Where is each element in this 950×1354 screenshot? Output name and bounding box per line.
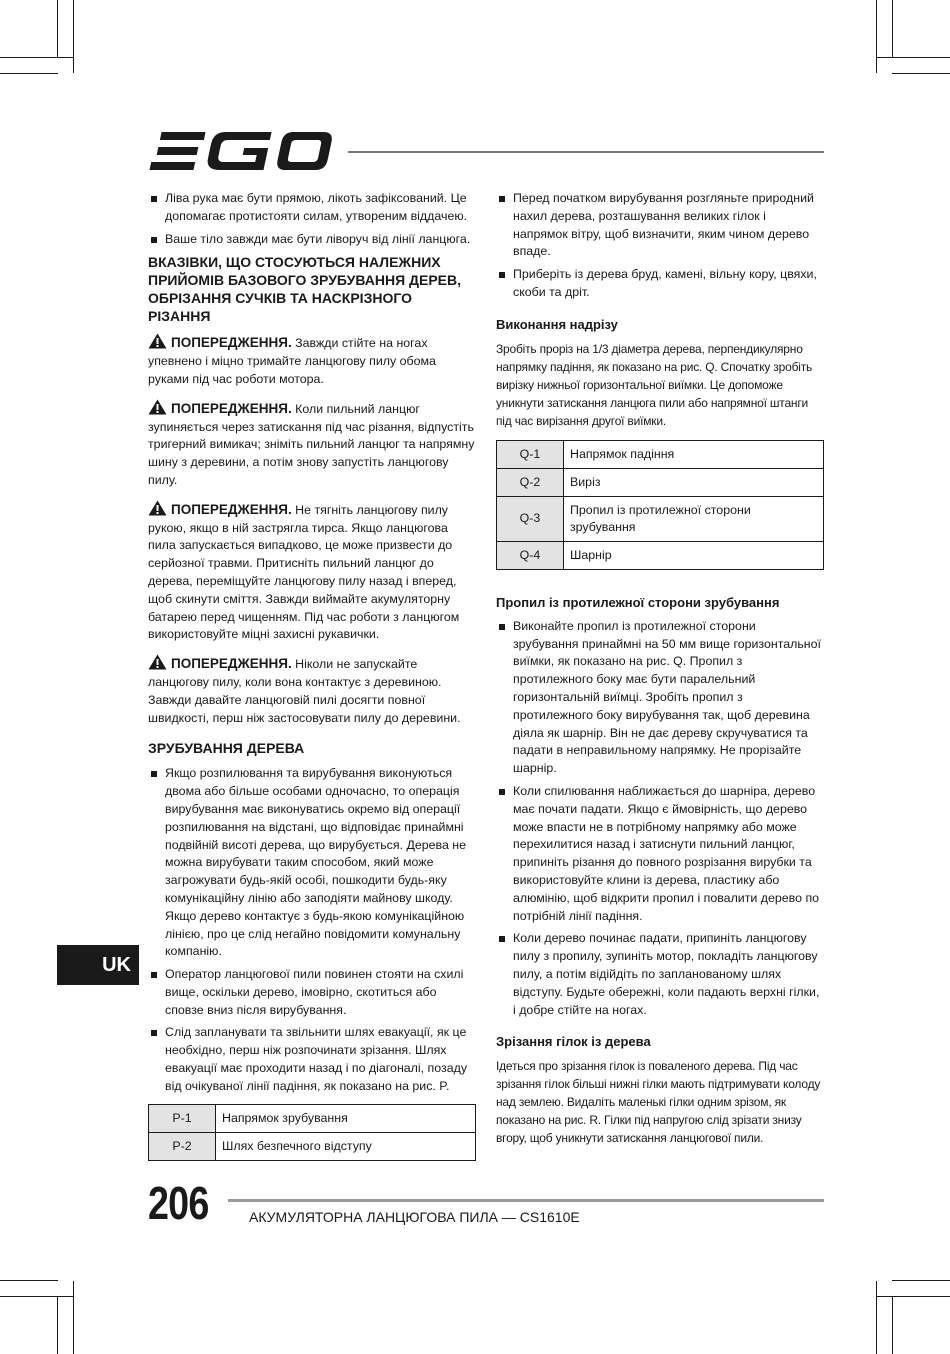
crop-mark (0, 1280, 58, 1281)
notch-heading: Виконання надрізу (496, 316, 618, 332)
felling-heading: ЗРУБУВАННЯ ДЕРЕВА (148, 740, 305, 757)
top-bullet-list (148, 190, 476, 248)
warning-label: ПОПЕРЕДЖЕННЯ. (171, 335, 292, 351)
warning-icon (148, 654, 167, 670)
table-row (497, 541, 824, 569)
crop-mark (876, 1281, 877, 1354)
crop-mark (876, 0, 877, 73)
language-tab: UK (57, 945, 139, 985)
table-row (497, 440, 824, 468)
table-row (497, 496, 824, 541)
list-item: Ваше тіло завжди має бути ліворуч від лінії ланцюга. (148, 231, 476, 249)
crop-mark (892, 73, 950, 74)
header-rule (348, 151, 824, 153)
list-item: Перед початком вирубування розгляньте природний нахил дерева, розташування великих гілок і напрямок вітру, щоб визначити, яким чином дерево впаде. (496, 190, 824, 261)
table-row (497, 468, 824, 496)
crop-mark (0, 1296, 73, 1297)
crop-mark (57, 0, 58, 58)
crop-mark (0, 57, 73, 58)
warning-block (148, 333, 476, 388)
table-cell-code: Q-4 (497, 541, 564, 569)
table-row (149, 1132, 476, 1160)
crop-mark (0, 73, 58, 74)
legend-table-p (148, 1104, 476, 1161)
table-cell-label: Напрямок падіння (564, 440, 824, 468)
table-cell-label: Шарнір (564, 541, 824, 569)
footer-rule (228, 1199, 824, 1202)
backcut-heading: Пропил із протилежної сторони зрубування (496, 594, 780, 610)
warning-label: ПОПЕРЕДЖЕННЯ. (171, 400, 292, 416)
list-item: Оператор ланцюгової пили повинен стояти на схилі вище, оскільки дерево, імовірно, скотиться або сповзе вниз після вирубування. (148, 966, 476, 1019)
crop-mark (892, 0, 893, 58)
list-item: Приберіть із дерева бруд, камені, вільну кору, цвяхи, скоби та дріт. (496, 266, 824, 302)
page-number: 206 (148, 1177, 209, 1229)
crop-mark (73, 0, 74, 73)
crop-mark (892, 1296, 893, 1354)
warning-text: Не тягніть ланцюгову пилу рукою, якщо в ній застрягла тирса. Якщо ланцюгова пила запускається випадково, це може призвести до серйозної травми. Притисніть пильний ланцюг до дерева, переміщуйте ланцюгову пилу назад і вперед, щоб скинути сміття. Завжди виймайте акумуляторну батарею перед чищенням. Під час роботи з ланцюгом використовуйте міцні захисні рукавички. (148, 502, 460, 642)
table-cell-code: P-2 (149, 1132, 216, 1160)
felling-bullet-list (148, 765, 476, 1095)
crop-mark (73, 1281, 74, 1354)
crop-mark (877, 1296, 950, 1297)
table-cell-code: Q-1 (497, 440, 564, 468)
table-cell-code: Q-2 (497, 468, 564, 496)
backcut-bullet-list (496, 618, 824, 1020)
limbing-heading: Зрізання гілок із дерева (496, 1034, 651, 1050)
table-cell-code: Q-3 (497, 496, 564, 541)
warning-block (148, 399, 476, 490)
warning-icon (148, 333, 167, 349)
warning-text: Ніколи не запускайте ланцюгову пилу, коли вона контактує з деревиною. Завжди давайте ланцюговій пилі досягти повної швидкості, перш ніж застосовувати пилу до деревини. (148, 657, 461, 725)
left-column (148, 190, 476, 1161)
list-item: Коли дерево починає падати, припиніть ланцюгову пилу з пропилу, зупиніть мотор, покладіть ланцюгову пилу, а потім відійдіть по запланованому шлях відступу. Будьте обережні, коли падають верхні гілки, і добре стійте на ногах. (496, 930, 824, 1019)
warning-label: ПОПЕРЕДЖЕННЯ. (171, 656, 292, 672)
crop-mark (892, 1280, 950, 1281)
legend-table-q (496, 440, 824, 570)
warning-block (148, 500, 476, 644)
right-column (496, 190, 824, 1157)
footer-title: АКУМУЛЯТОРНА ЛАНЦЮГОВА ПИЛА — CS1610E (249, 1209, 580, 1225)
crop-mark (877, 57, 950, 58)
list-item: Коли спилювання наближається до шарніра, дерево має почати падати. Якщо є ймовірність, що дерево може впасти не в потрібному напрямку або може перехилитися назад і затиснути пильний ланцюг, припиніть різання до повного розрізання вирубки та використовуйте клини із дерева, пластику або алюмінію, щоб відкрити пропил і повалити дерево по потрібній лінії падіння. (496, 783, 824, 925)
list-item: Виконайте пропил із протилежної сторони зрубування принаймні на 50 мм вище горизонтальної виїмки, як показано на рис. Q. Пропил з протилежного боку має бути паралельний горизонтальній виїмці. Зробіть пропил з протилежного боку вирубування так, щоб деревина діяла як шарнір. Він не дає дереву скручуватися та падати в неправильному напрямку. Не прорізайте шарнір. (496, 618, 824, 778)
warning-label: ПОПЕРЕДЖЕННЯ. (171, 501, 292, 517)
top-bullet-list (496, 190, 824, 302)
table-row (149, 1104, 476, 1132)
notch-paragraph: Зробіть проріз на 1/3 діаметра дерева, перпендикулярно напрямку падіння, як показано на рис. Q. Спочатку зробіть вирізку нижньої горизонтальної виїмки. Це допоможе уникнути затискання ланцюга пили або напрямної штанги під час вирізання другої виїмки. (496, 341, 813, 428)
list-item: Якщо розпилювання та вирубування виконуються двома або більше особами одночасно, то операція вирубування має виконуватись окремо від операції розпилювання на відстані, що відповідає принаймні подвійній висоті дерева, що вирубується. Дерева не можна вирубувати таким способом, який може загрожувати будь-якій особі, пошкодити будь-яку комунікаційну лінію або заподіяти майнову шкоду. Якщо дерево контактує з будь-якою комунікаційною лінією, про це слід негайно повідомити комунальну компанію. (148, 765, 476, 961)
ego-logo (148, 130, 332, 172)
warning-text: Коли пильний ланцюг зупиняється через затискання під час різання, відпустіть тригерний вимикач; зніміть пильний ланцюг та напрямну шину з деревини, а потім знову запустіть ланцюгову пилу. (148, 401, 475, 487)
limbing-paragraph: Ідеться про зрізання гілок із поваленого дерева. Під час зрізання гілок більші нижні гілки мають підтримувати колоду над землею. Видаліть маленькі гілки одним зрізом, як показано на рис. R. Гілки під напругою слід зрізати знизу вгору, щоб уникнути затискання ланцюгової пили. (496, 1059, 821, 1146)
table-cell-label: Шлях безпечного відступу (216, 1132, 476, 1160)
warning-icon (148, 399, 167, 415)
warning-icon (148, 500, 167, 516)
warning-text: Завжди стійте на ногах упевнено і міцно тримайте ланцюгову пилу обома руками під час роботи мотора. (148, 336, 436, 386)
table-cell-code: P-1 (149, 1104, 216, 1132)
table-cell-label: Пропил із протилежної сторони зрубування (564, 496, 824, 541)
warning-block (148, 654, 476, 727)
crop-mark (57, 1296, 58, 1354)
table-cell-label: Виріз (564, 468, 824, 496)
list-item: Ліва рука має бути прямою, лікоть зафіксований. Це допомагає протистояти силам, утвореним віддачею. (148, 190, 476, 226)
section-heading: ВКАЗІВКИ, ЩО СТОСУЮТЬСЯ НАЛЕЖНИХ ПРИЙОМІВ БАЗОВОГО ЗРУБУВАННЯ ДЕРЕВ, ОБРІЗАННЯ СУЧКІВ ТА НАСКРІЗНОГО РІЗАННЯ (148, 254, 462, 325)
table-cell-label: Напрямок зрубування (216, 1104, 476, 1132)
list-item: Слід запланувати та звільнити шлях евакуації, як це необхідно, перш ніж розпочинати зрізання. Шлях евакуації має проходити назад і по діагоналі, позаду від очікуваної лінії падіння, як показано на рис. P. (148, 1024, 476, 1095)
